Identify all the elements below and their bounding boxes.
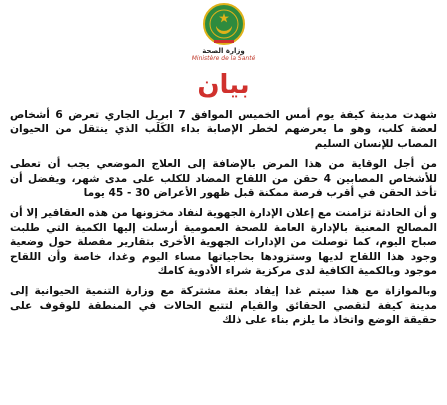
letterhead xyxy=(0,2,447,62)
paragraph: وبالموازاة مع هذا سيتم غدا إيفاد بعثة مشتركة مع وزارة التنمية الحيوانية إلى مدينة كيفة لتقصي الحقائق والقيام لتتبع الحالات في المنطقة للوقوف على حقيقة الوضع واتخاذ ما يلزم بناء على ذلك xyxy=(10,285,437,327)
document-title: بيان xyxy=(197,70,250,100)
paragraph: من أجل الوقاية من هذا المرض بالإضافة إلى العلاج الموضعي يجب أن تعطى للأشخاص المصابين 4 حقن من اللقاح المضاد للكلب على مدى شهر، ويفضل أن تأخذ الحقن في أقرب فرصة ممكنة قبل ظهور الأعراض 30 - 45 يوما xyxy=(10,158,437,200)
document-body xyxy=(10,108,437,334)
ministry-name-arabic: وزارة الصحة xyxy=(202,47,245,55)
ministry-name-french: Ministère de la Santé xyxy=(191,55,256,62)
paragraph: و أن الحادثة تزامنت مع إعلان الإدارة الجهوية لنفاد مخزونها من هذه العقاقير إلا أن المصالح المعنية بالإدارة العامة للصحة العمومية أرسلت إليها الكمية التي طلبت صباح اليوم، كما توصلت من الإدارات الجهوية الأخرى بتقارير مفصلة حول وضعية وجود هذا اللقاح لديها وستزودها بحاجياتها مساء اليوم وغدا، خاصة وأن اللقاح موجود وبالكمية الكافية لدى مركزية شراء الأدوية كامك xyxy=(10,207,437,278)
national-seal-icon xyxy=(202,2,246,46)
paragraph: شهدت مدينة كيفة يوم أمس الخميس الموافق 7 ابريل الجاري تعرض 6 أشخاص لعضة كلب، وهو ما يعرضهم لخطر الإصابة بداء الكَلَب الذي ينتقل من الحيوان المصاب للإنسان السليم xyxy=(10,109,437,150)
